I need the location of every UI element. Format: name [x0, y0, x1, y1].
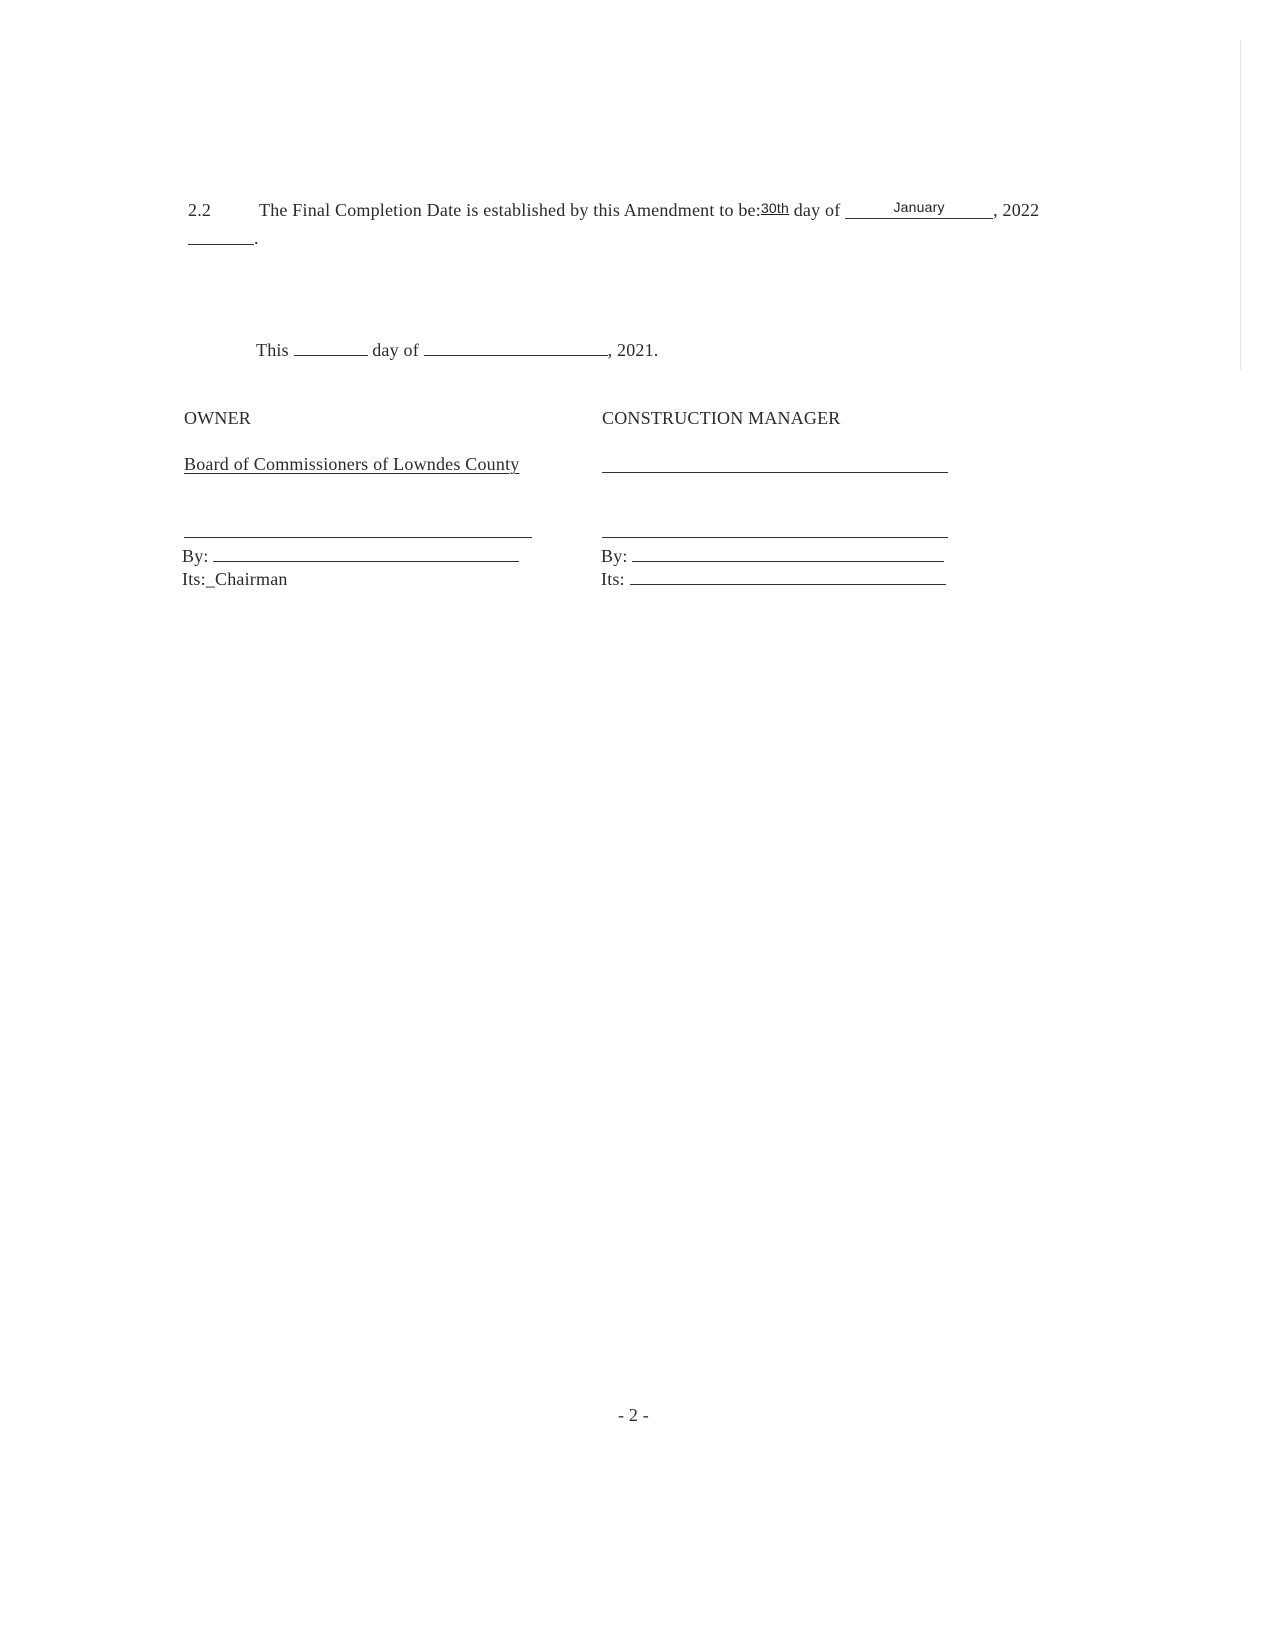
section-text [259, 200, 1039, 221]
owner-its-value: _Chairman [205, 569, 288, 589]
page-number: - 2 - [618, 1405, 649, 1425]
cm-heading: CONSTRUCTION MANAGER [602, 408, 841, 428]
dated-line [256, 340, 659, 361]
day-filled: 30th [760, 200, 789, 216]
month-filled: January [893, 199, 945, 215]
cm-by-label: By: [601, 546, 628, 566]
dated-day-of: day of [372, 340, 419, 360]
section-day-of: day of [793, 200, 841, 220]
cm-its-blank [630, 583, 946, 585]
owner-by-row [182, 546, 519, 567]
section-sentence: The Final Completion Date is established by this Amendment to be: [259, 200, 761, 220]
owner-its-row [182, 569, 288, 590]
section-continuation-blank [188, 244, 254, 245]
section-year: , 2022 [993, 200, 1040, 220]
cm-signature-line [602, 537, 948, 538]
scan-artifact [1240, 40, 1241, 370]
dated-month-blank [424, 354, 608, 356]
dated-day-blank [294, 354, 368, 356]
section-number: 2.2 [188, 200, 212, 220]
dated-year: , 2021. [607, 340, 659, 360]
cm-by-blank [632, 560, 944, 562]
cm-its-label: Its: [601, 569, 625, 589]
owner-by-label: By: [182, 546, 209, 566]
section-tail: . [254, 228, 259, 248]
owner-its-label: Its: [182, 569, 206, 589]
cm-by-row [601, 546, 944, 567]
dated-this: This [256, 340, 289, 360]
owner-heading: OWNER [184, 408, 251, 428]
month-field [845, 200, 993, 219]
owner-signature-line [184, 537, 532, 538]
owner-by-blank [213, 560, 519, 562]
cm-entity-line [602, 472, 948, 473]
cm-its-row [601, 569, 946, 590]
owner-entity: Board of Commissioners of Lowndes County [184, 454, 520, 474]
